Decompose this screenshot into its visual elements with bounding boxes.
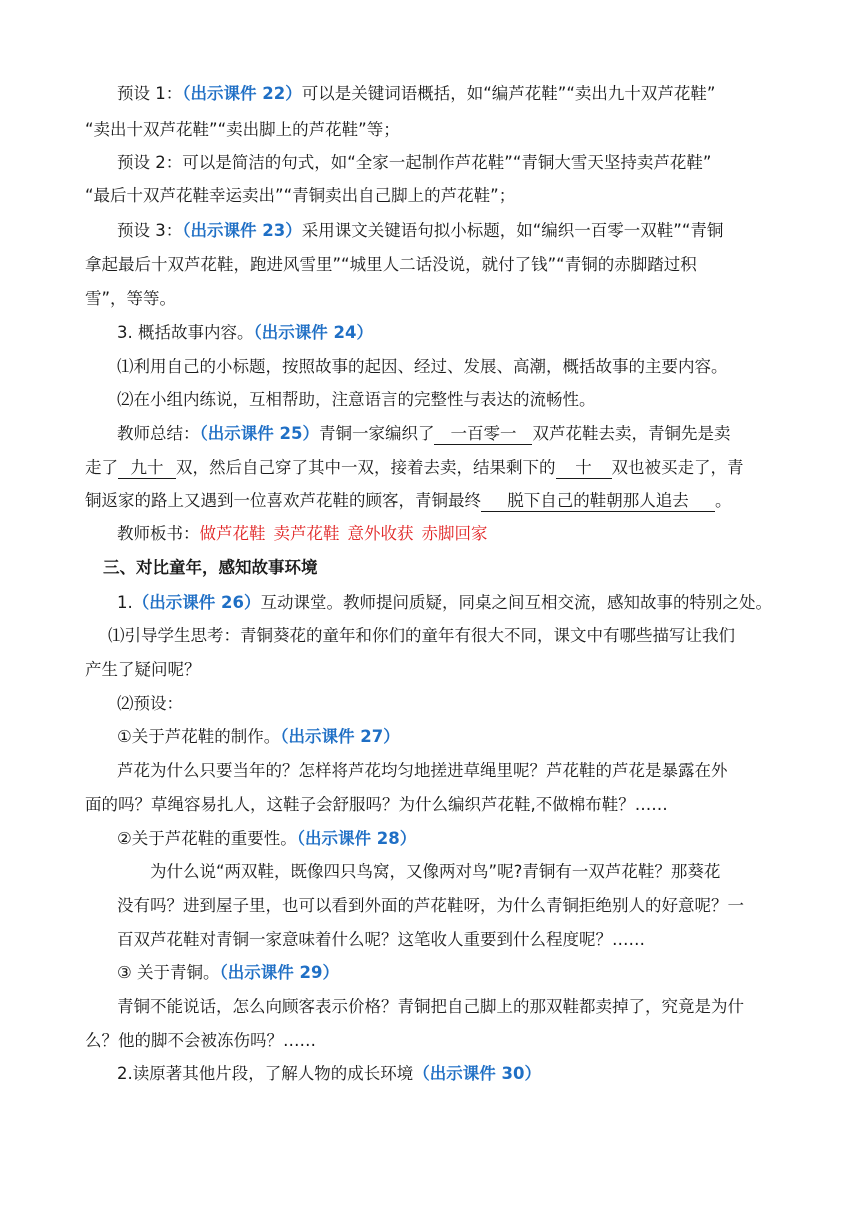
- paragraph-line: 1.（出示课件 26）互动课堂。教师提问质疑，同桌之间互相交流，感知故事的特别之处。: [117, 593, 772, 612]
- board-item: 赤脚回家: [421, 524, 488, 543]
- board-item: 意外收获: [347, 524, 414, 543]
- paragraph-line: ③ 关于青铜。（出示课件 29）: [117, 963, 340, 982]
- section-heading: 三、对比童年，感知故事环境: [103, 558, 318, 577]
- fill-blank-answer: 脱下自己的鞋朝那人追去: [481, 491, 715, 512]
- paragraph-line: 预设 2：可以是简洁的句式，如“全家一起制作芦花鞋”“青铜大雪天坚持卖芦花鞋”: [117, 153, 712, 172]
- fill-blank-answer: 十: [556, 458, 612, 479]
- paragraph-line: 芦花为什么只要当年的？怎样将芦花均匀地搓进草绳里呢？芦花鞋的芦花是暴露在外: [117, 761, 728, 780]
- paragraph-line: 拿起最后十双芦花鞋，跑进风雪里”“城里人二话没说，就付了钱”“青铜的赤脚踏过积: [85, 255, 697, 274]
- paragraph-line: 没有吗？进到屋子里，也可以看到外面的芦花鞋呀，为什么青铜拒绝别人的好意呢？一: [117, 896, 744, 915]
- fill-blank-answer: 一百零一: [434, 424, 532, 445]
- fill-blank-answer: 九十: [118, 458, 176, 479]
- board-item: 卖芦花鞋: [273, 524, 340, 543]
- courseware-reference: （出示课件 24）: [253, 323, 373, 342]
- paragraph-line: 铜返家的路上又遇到一位喜欢芦花鞋的顾客，青铜最终 脱下自己的鞋朝那人追去 。: [85, 491, 732, 510]
- paragraph-line: 教师总结：（出示课件 25）青铜一家编织了 一百零一 双芦花鞋去卖，青铜先是卖: [117, 424, 731, 443]
- paragraph-line: 产生了疑问呢？: [85, 660, 201, 679]
- courseware-reference: （出示课件 23）: [182, 221, 302, 240]
- paragraph-line: 雪”，等等。: [85, 289, 177, 308]
- courseware-reference: （出示课件 30）: [413, 1064, 541, 1083]
- paragraph-line: ⑴引导学生思考：青铜葵花的童年和你们的童年有很大不同，课文中有哪些描写让我们: [108, 626, 735, 645]
- paragraph-line: 走了 九十 双，然后自己穿了其中一双，接着去卖，结果剩下的 十 双也被买走了，青: [85, 458, 744, 477]
- paragraph-line: ②关于芦花鞋的重要性。（出示课件 28）: [117, 829, 417, 848]
- paragraph-line: 2.读原著其他片段，了解人物的成长环境（出示课件 30）: [117, 1064, 541, 1083]
- paragraph-line: “最后十双芦花鞋幸运卖出”“青铜卖出自己脚上的芦花鞋”；: [85, 186, 516, 205]
- courseware-reference: （出示课件 27）: [280, 727, 400, 746]
- paragraph-line: 预设 1：（出示课件 22）可以是关键词语概括，如“编芦花鞋”“卖出九十双芦花鞋”: [117, 84, 716, 103]
- paragraph-line: ⑵在小组内练说，互相帮助，注意语言的完整性与表达的流畅性。: [117, 390, 596, 409]
- paragraph-line: ①关于芦花鞋的制作。（出示课件 27）: [117, 727, 400, 746]
- paragraph-line: ⑴利用自己的小标题，按照故事的起因、经过、发展、高潮，概括故事的主要内容。: [117, 357, 728, 376]
- paragraph-line: 3. 概括故事内容。（出示课件 24）: [117, 323, 373, 342]
- courseware-reference: （出示课件 26）: [132, 593, 261, 612]
- paragraph-line: 预设 3：（出示课件 23）采用课文关键语句拟小标题，如“编织一百零一双鞋”“青铜: [117, 221, 724, 240]
- blackboard-line: 教师板书：做芦花鞋 卖芦花鞋 意外收获 赤脚回家: [117, 524, 488, 543]
- courseware-reference: （出示课件 28）: [296, 829, 417, 848]
- courseware-reference: （出示课件 29）: [219, 963, 340, 982]
- paragraph-line: 为什么说“两双鞋，既像四只鸟窝，又像两对鸟”呢?青铜有一双芦花鞋？那葵花: [150, 862, 721, 881]
- board-item: 做芦花鞋: [199, 524, 266, 543]
- paragraph-line: “卖出十双芦花鞋”“卖出脚上的芦花鞋”等；: [85, 120, 400, 139]
- paragraph-line: 青铜不能说话，怎么向顾客表示价格？青铜把自己脚上的那双鞋都卖掉了，究竟是为什: [117, 997, 744, 1016]
- paragraph-line: ⑵预设：: [117, 694, 183, 713]
- paragraph-line: 百双芦花鞋对青铜一家意味着什么呢？这笔收人重要到什么程度呢？……: [117, 930, 645, 949]
- courseware-reference: （出示课件 25）: [199, 424, 319, 443]
- courseware-reference: （出示课件 22）: [182, 84, 302, 103]
- paragraph-line: 么？他的脚不会被冻伤吗？……: [85, 1031, 316, 1050]
- paragraph-line: 面的吗？草绳容易扎人，这鞋子会舒服吗？为什么编织芦花鞋,不做棉布鞋？……: [85, 795, 668, 814]
